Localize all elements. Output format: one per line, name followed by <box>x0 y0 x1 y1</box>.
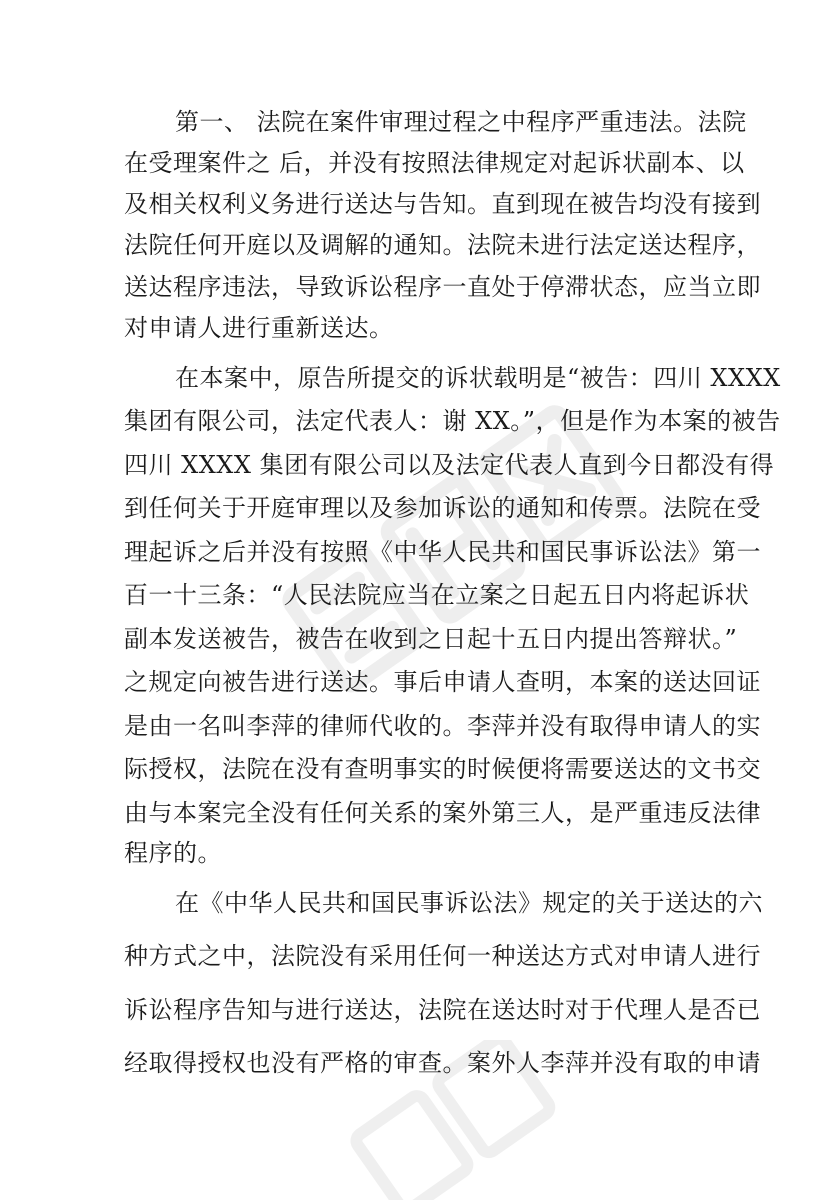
text-line: 在本案中，原告所提交的诉状载明是“被告：四川 XXXX <box>175 364 781 392</box>
text-line: 由与本案完全没有任何关系的案外第三人，是严重违反法律 <box>124 799 761 827</box>
text-line: 理起诉之后并没有按照《中华人民共和国民事诉讼法》第一 <box>124 538 761 566</box>
text-line: 在受理案件之 后，并没有按照法律规定对起诉状副本、以 <box>124 149 745 177</box>
text-line: 对申请人进行重新送达。 <box>124 314 394 342</box>
text-line: 是由一名叫李萍的律师代收的。李萍并没有取得申请人的实 <box>124 712 761 740</box>
text-line: 经取得授权也没有严格的审查。案外人李萍并没有取的申请 <box>124 1049 761 1077</box>
text-line: 在《中华人民共和国民事诉讼法》规定的关于送达的六 <box>175 889 763 917</box>
text-line: 之规定向被告进行送达。事后申请人查明，本案的送达回证 <box>124 668 761 696</box>
text-line: 到任何关于开庭审理以及参加诉讼的通知和传票。法院在受 <box>124 494 761 522</box>
text-line: 程序的。 <box>124 839 222 867</box>
text-line: 集团有限公司，法定代表人：谢 XX。”，但是作为本案的被告 <box>124 407 781 435</box>
text-line: 种方式之中，法院没有采用任何一种送达方式对申请人进行 <box>124 942 761 970</box>
text-line: 送达程序违法，导致诉讼程序一直处于停滞状态，应当立即 <box>124 273 761 301</box>
text-line: 副本发送被告，被告在收到之日起十五日内提出答辩状。” <box>124 625 738 653</box>
text-line: 及相关权利义务进行送达与告知。直到现在被告均没有接到 <box>124 190 761 218</box>
text-line: 法院任何开庭以及调解的通知。法院未进行法定送达程序， <box>124 231 761 259</box>
text-line: 际授权，法院在没有查明事实的时候便将需要送达的文书交 <box>124 755 761 783</box>
text-line: 百一十三条：“人民法院应当在立案之日起五日内将起诉状 <box>124 581 750 609</box>
text-line: 四川 XXXX 集团有限公司以及法定代表人直到今日都没有得 <box>124 451 775 479</box>
text-line: 第一、 法院在案件审理过程之中程序严重违法。法院 <box>175 108 747 136</box>
text-line: 诉讼程序告知与进行送达，法院在送达时对于代理人是否已 <box>124 996 761 1024</box>
